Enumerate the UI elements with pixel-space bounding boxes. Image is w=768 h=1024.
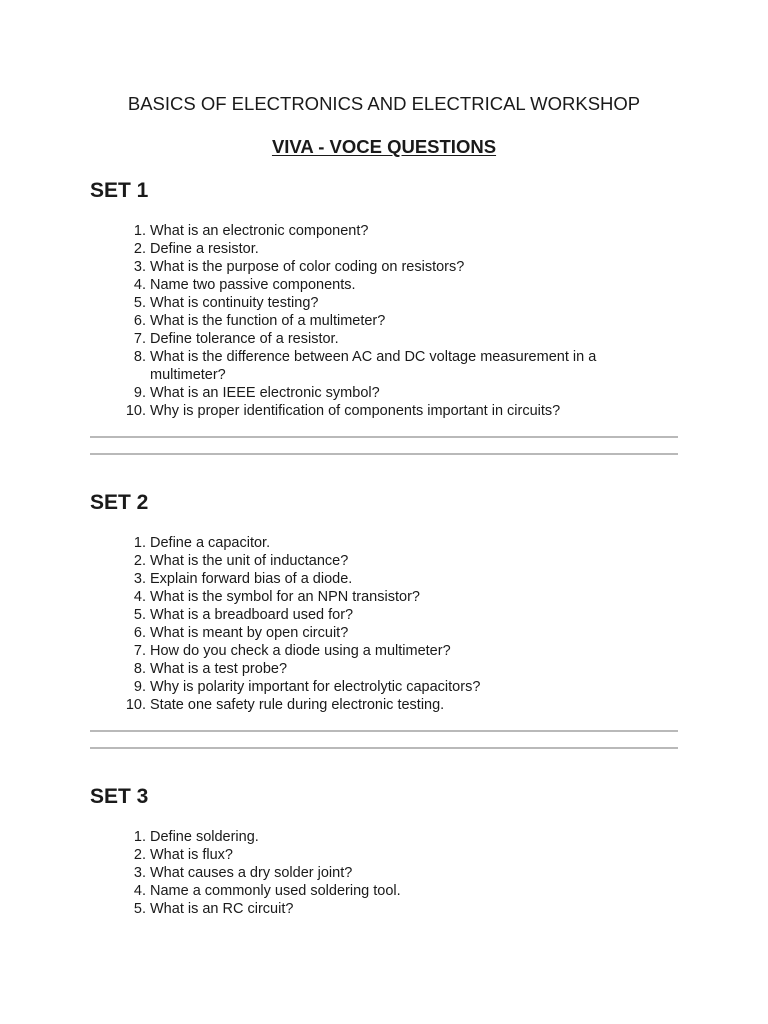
list-item: [120, 642, 640, 660]
question-text: What is an RC circuit?: [150, 901, 294, 917]
question-number: 6.: [133, 625, 146, 641]
question-text: What is the purpose of color coding on resistors?: [150, 259, 465, 275]
section-divider: [90, 453, 678, 455]
list-item: [120, 552, 640, 570]
question-number: 5.: [133, 607, 146, 623]
question-text: Why is proper identification of components important in circuits?: [150, 403, 561, 419]
question-number: 5.: [133, 295, 146, 311]
list-item: [120, 402, 640, 420]
list-item: [120, 846, 640, 864]
question-text: Define tolerance of a resistor.: [150, 331, 339, 347]
question-number: 1.: [133, 535, 146, 551]
list-item: [120, 624, 640, 642]
question-text: Define soldering.: [150, 829, 259, 845]
question-text: What is the difference between AC and DC voltage measurement in a multimeter?: [150, 349, 597, 383]
list-item: [120, 330, 640, 348]
set-3-question-list: [120, 828, 640, 918]
section-divider: [90, 730, 678, 732]
question-number: 2.: [133, 847, 146, 863]
document-title: BASICS OF ELECTRONICS AND ELECTRICAL WORKSHOP: [127, 93, 641, 114]
question-number: 7.: [133, 643, 146, 659]
question-text: State one safety rule during electronic testing.: [150, 697, 445, 713]
list-item: [120, 276, 640, 294]
question-number: 4.: [133, 883, 146, 899]
question-number: 6.: [133, 313, 146, 329]
question-number: 8.: [133, 349, 146, 365]
question-number: 3.: [133, 571, 146, 587]
question-number: 2.: [133, 553, 146, 569]
question-number: 4.: [133, 277, 146, 293]
question-text: What is the function of a multimeter?: [150, 313, 386, 329]
question-text: What is the symbol for an NPN transistor?: [150, 589, 420, 605]
question-number: 3.: [133, 865, 146, 881]
question-text: What is flux?: [150, 847, 233, 863]
question-number: 10.: [125, 697, 146, 713]
list-item: [120, 312, 640, 330]
list-item: [120, 348, 640, 384]
question-number: 3.: [133, 259, 146, 275]
document-subtitle: VIVA - VOCE QUESTIONS: [271, 136, 497, 157]
question-number: 4.: [133, 589, 146, 605]
list-item: [120, 294, 640, 312]
list-item: [120, 384, 640, 402]
question-text: What is a test probe?: [150, 661, 288, 677]
list-item: [120, 696, 640, 714]
question-text: What is the unit of inductance?: [150, 553, 349, 569]
question-text: What is a breadboard used for?: [150, 607, 354, 623]
question-text: What is meant by open circuit?: [150, 625, 349, 641]
list-item: [120, 588, 640, 606]
set-1-heading: SET 1: [90, 179, 149, 202]
set-1-question-list: [120, 222, 640, 420]
question-text: Define a resistor.: [150, 241, 259, 257]
list-item: [120, 534, 640, 552]
question-number: 5.: [133, 901, 146, 917]
question-text: What causes a dry solder joint?: [150, 865, 353, 881]
question-text: Why is polarity important for electrolytic capacitors?: [150, 679, 481, 695]
question-text: Explain forward bias of a diode.: [150, 571, 353, 587]
question-text: What is an electronic component?: [150, 223, 369, 239]
list-item: [120, 828, 640, 846]
list-item: [120, 882, 640, 900]
set-2-heading: SET 2: [90, 491, 149, 514]
question-number: 2.: [133, 241, 146, 257]
list-item: [120, 864, 640, 882]
section-divider: [90, 436, 678, 438]
question-text: How do you check a diode using a multimeter?: [150, 643, 451, 659]
question-number: 10.: [125, 403, 146, 419]
question-text: Name two passive components.: [150, 277, 356, 293]
list-item: [120, 222, 640, 240]
section-divider: [90, 747, 678, 749]
question-number: 7.: [133, 331, 146, 347]
question-number: 8.: [133, 661, 146, 677]
question-text: Name a commonly used soldering tool.: [150, 883, 401, 899]
question-number: 9.: [133, 385, 146, 401]
list-item: [120, 678, 640, 696]
list-item: [120, 258, 640, 276]
set-2-question-list: [120, 534, 640, 714]
list-item: [120, 240, 640, 258]
question-text: Define a capacitor.: [150, 535, 271, 551]
list-item: [120, 606, 640, 624]
question-number: 9.: [133, 679, 146, 695]
list-item: [120, 570, 640, 588]
question-number: 1.: [133, 829, 146, 845]
question-number: 1.: [133, 223, 146, 239]
list-item: [120, 900, 640, 918]
question-text: What is an IEEE electronic symbol?: [150, 385, 380, 401]
set-3-heading: SET 3: [90, 785, 149, 808]
list-item: [120, 660, 640, 678]
question-text: What is continuity testing?: [150, 295, 319, 311]
